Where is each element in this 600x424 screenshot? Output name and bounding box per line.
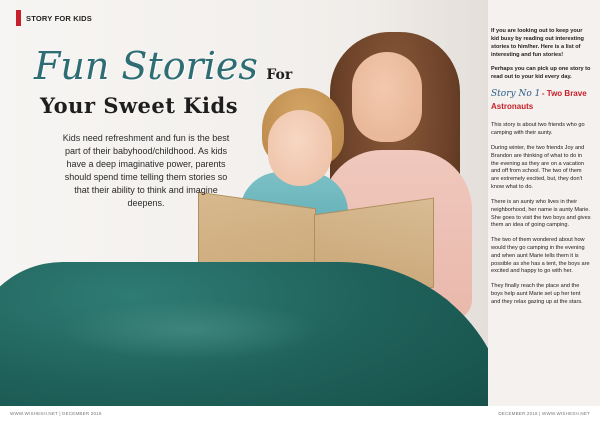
page-title-line1 [34, 44, 292, 88]
story-paragraph: This story is about two friends who go camping with their aunty. [491, 122, 585, 137]
story-heading [491, 88, 591, 114]
section-tag-bar [16, 10, 21, 26]
lead-paragraph-2: Perhaps you can pick up one story to read out to your kid every day. [491, 66, 591, 81]
story-title: - Two Brave Astronauts [491, 89, 587, 112]
story-paragraph: There is an aunty who lives in their neighborhood, her name is aunty Marie. She goes to visit the two boys and gives them an idea of going camping. [491, 198, 591, 229]
title-for: For [266, 67, 293, 83]
intro-text: Kids need refreshment and fun is the best part of their babyhood/childhood. As kids have a deep imaginative power, parents should spend time telling them stories so that their ability to think and imagine deepens. [62, 133, 230, 208]
blanket-fold [60, 300, 320, 360]
page-footer [0, 406, 600, 424]
story-paragraph: They finally reach the place and the boys help aunt Marie set up her tent and they relax gazing up at the stars. [491, 282, 583, 305]
story-number: Story No 1 [491, 89, 541, 100]
mother-face [352, 52, 422, 142]
footer-right: DECEMBER 2018 | WWW.WISHESH.NET [498, 411, 590, 416]
title-script: Fun Stories [34, 44, 258, 88]
footer-left: WWW.WISHESH.NET | DECEMBER 2018 [10, 411, 102, 416]
story-paragraph: During winter, the two friends Joy and Brandon are thinking of what to do in the evening as they are on a vacation and off from school. The two of them are extremely excited, but, they don't know what to do. [491, 144, 585, 191]
child-face [268, 110, 332, 186]
section-tag [16, 10, 92, 26]
lead-paragraph-1: If you are looking out to keep your kid busy by reading out interesting stories to him/her. Here is a list of interesting and fun stories! [491, 28, 584, 58]
section-tag-label: STORY FOR KIDS [26, 13, 93, 23]
article-column [491, 28, 591, 313]
page-title-line2: Your Sweet Kids [40, 93, 239, 118]
story-paragraph: The two of them wondered about how would they go camping in the evening and when aunt Marie tells them it is possible as she has a tent, the boys are excited and happy to go with her. [491, 236, 590, 275]
